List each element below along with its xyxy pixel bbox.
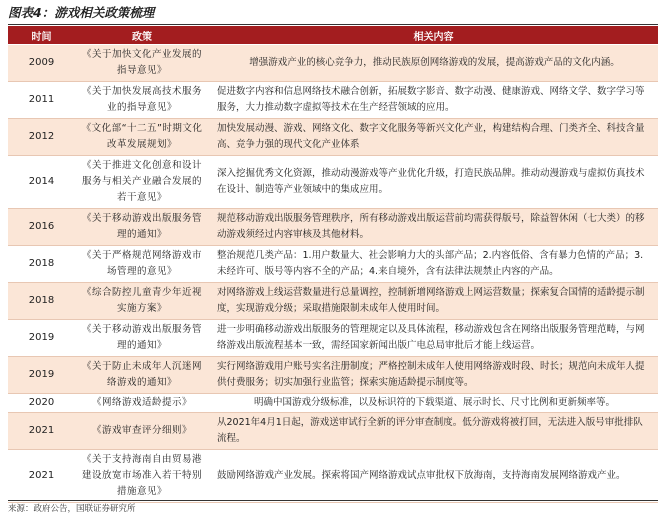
row-year: 2019 — [8, 357, 75, 394]
row-content: 鼓励网络游戏产业发展。探索将国产网络游戏试点审批权下放海南，支持海南发展网络游戏产业。 — [209, 450, 658, 503]
row-year: 2016 — [8, 209, 75, 246]
row-year: 2009 — [8, 45, 75, 82]
figure-title: 图表4：游戏相关政策梳理 — [8, 5, 155, 20]
row-content: 促进数字内容和信息网络技术融合创新，拓展数字影音、数字动漫、健康游戏、网络文学、数字学习等服务，大力推动数字虚拟等技术在生产经营领域的应用。 — [209, 82, 658, 119]
header-content: 相关内容 — [209, 26, 658, 45]
row-policy: 《关于支持海南自由贸易港建设放宽市场准入若干特别措施意见》 — [75, 450, 209, 503]
row-policy: 《关于移动游戏出版服务管理的通知》 — [75, 209, 209, 246]
row-policy: 《关于严格规范网络游戏市场管理的意见》 — [75, 246, 209, 283]
header-policy: 政策 — [75, 26, 209, 45]
row-policy: 《关于防止未成年人沉迷网络游戏的通知》 — [75, 357, 209, 394]
row-policy: 《综合防控儿童青少年近视实施方案》 — [75, 283, 209, 320]
table-row — [8, 45, 658, 82]
row-content: 增强游戏产业的核心竞争力，推动民族原创网络游戏的发展，提高游戏产品的文化内涵。 — [209, 45, 658, 82]
table-row — [8, 119, 658, 156]
row-year: 2014 — [8, 156, 75, 209]
table-row — [8, 246, 658, 283]
policy-table — [8, 26, 658, 503]
source-note: 来源：政府公告，国联证券研究所 — [8, 504, 136, 514]
table-row — [8, 209, 658, 246]
table-row — [8, 283, 658, 320]
row-year: 2020 — [8, 394, 75, 413]
row-content: 对网络游戏上线运营数量进行总量调控，控制新增网络游戏上网运营数量；探索复合国情的适龄提示制度，实现游戏分级；采取措施限制未成年人使用时间。 — [209, 283, 658, 320]
table-row — [8, 156, 658, 209]
table-row — [8, 357, 658, 394]
row-content: 加快发展动漫、游戏、网络文化、数字文化服务等新兴文化产业，构建结构合理、门类齐全、科技含量高、竞争力强的现代文化产业体系 — [209, 119, 658, 156]
table-row — [8, 394, 658, 413]
row-year: 2019 — [8, 320, 75, 357]
row-content: 明确中国游戏分级标准，以及标识符的下载渠道、展示时长、尺寸比例和更新频率等。 — [209, 394, 658, 413]
table-row — [8, 450, 658, 503]
row-content: 进一步明确移动游戏出版服务的管理规定以及具体流程，移动游戏包含在网络出版服务管理范畴，与网络游戏出版流程基本一致，需经国家新闻出版广电总局审批后才能上线运营。 — [209, 320, 658, 357]
table-header-row — [8, 26, 658, 45]
bottom-divider — [8, 500, 658, 501]
table-row — [8, 320, 658, 357]
row-year: 2012 — [8, 119, 75, 156]
row-content: 整治规范几类产品：1.用户数量大、社会影响力大的头部产品；2.内容低俗、含有暴力色情的产品；3.未经许可、版号等内容不全的产品；4.来自境外，含有法律法规禁止内容的产品。 — [209, 246, 658, 283]
row-year: 2018 — [8, 246, 75, 283]
row-policy: 《游戏审查评分细则》 — [75, 413, 209, 450]
row-policy: 《关于推进文化创意和设计服务与相关产业融合发展的若干意见》 — [75, 156, 209, 209]
row-content: 从2021年4月1日起，游戏送审试行全新的评分审查制度。低分游戏将被打回，无法进入版号审批排队流程。 — [209, 413, 658, 450]
row-year: 2011 — [8, 82, 75, 119]
row-year: 2021 — [8, 450, 75, 503]
row-content: 规范移动游戏出版服务管理秩序，所有移动游戏出版运营前均需获得版号，除益智休闲（七大类）的移动游戏须经过内容审核及其他材料。 — [209, 209, 658, 246]
row-policy: 《关于移动游戏出版服务管理的通知》 — [75, 320, 209, 357]
row-content: 深入挖掘优秀文化资源，推动动漫游戏等产业优化升级，打造民族品牌。推动动漫游戏与虚拟仿真技术在设计、制造等产业领域中的集成应用。 — [209, 156, 658, 209]
table-row — [8, 413, 658, 450]
row-year: 2018 — [8, 283, 75, 320]
row-year: 2021 — [8, 413, 75, 450]
table-row — [8, 82, 658, 119]
row-content: 实行网络游戏用户账号实名注册制度；严格控制未成年人使用网络游戏时段、时长；规范向未成年人提供付费服务；切实加强行业监管；探索实施适龄提示制度等。 — [209, 357, 658, 394]
row-policy: 《关于加快文化产业发展的指导意见》 — [75, 45, 209, 82]
row-policy: 《文化部“十二五”时期文化改革发展规划》 — [75, 119, 209, 156]
row-policy: 《关于加快发展高技术服务业的指导意见》 — [75, 82, 209, 119]
title-divider — [8, 24, 658, 25]
header-year: 时间 — [8, 26, 75, 45]
row-policy: 《网络游戏适龄提示》 — [75, 394, 209, 413]
